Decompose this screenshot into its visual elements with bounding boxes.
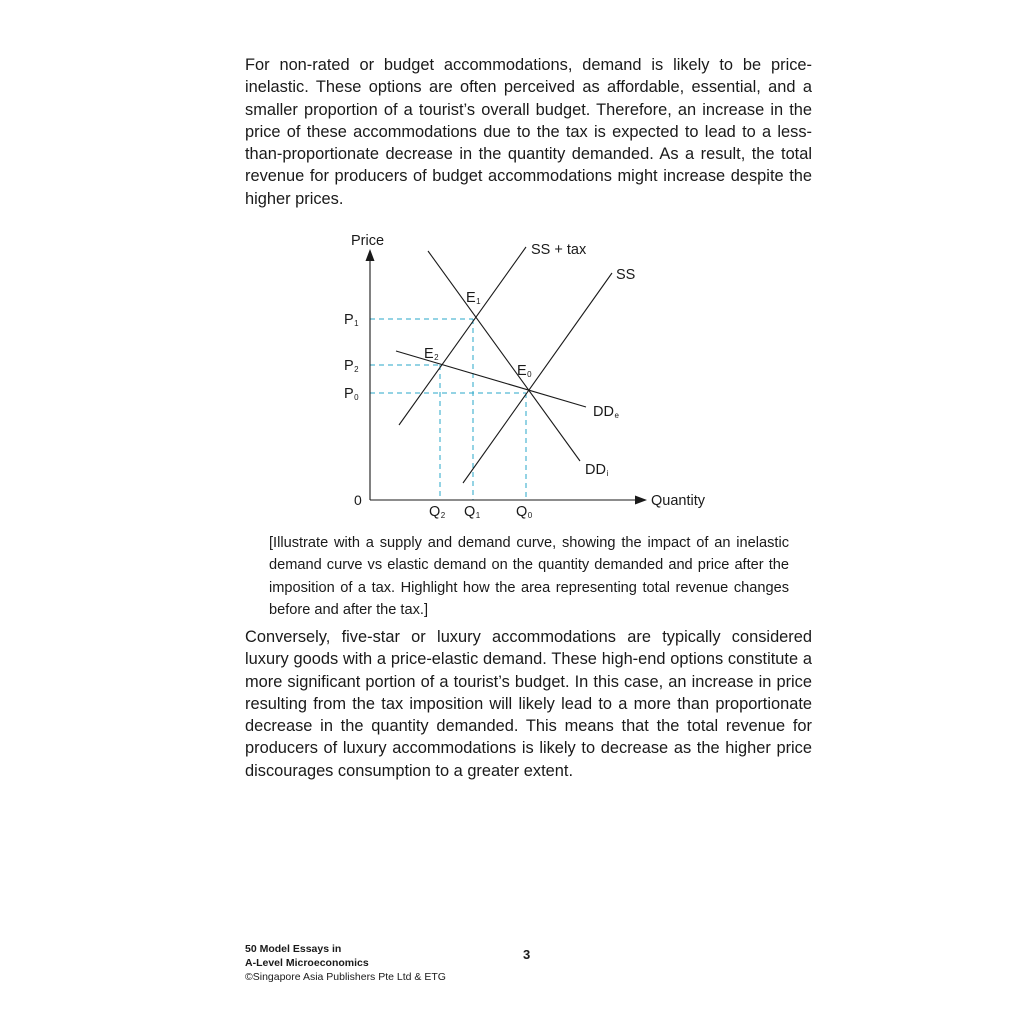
e1-main-text: E xyxy=(466,290,476,306)
e0-label xyxy=(517,363,532,379)
origin-label: 0 xyxy=(354,492,362,508)
p2-sub-text: 2 xyxy=(354,365,359,374)
q0-sub-text: 0 xyxy=(527,511,533,520)
book-title-line2: A-Level Microeconomics xyxy=(245,957,369,969)
q1-main-text: Q xyxy=(464,504,476,520)
p1-sub-text: 1 xyxy=(354,319,359,328)
q2-main-text: Q xyxy=(429,504,441,520)
ss-label: SS xyxy=(616,267,636,283)
p0-sub-text: 0 xyxy=(354,393,359,402)
e0-sub-text: 0 xyxy=(527,370,532,379)
dd-elastic-sub-text: e xyxy=(614,411,619,420)
dd-inelastic-curve xyxy=(428,251,580,461)
dd-inelastic-label xyxy=(585,462,608,478)
ss-tax-curve xyxy=(399,247,526,425)
q1-sub-text: 1 xyxy=(475,511,481,520)
q1-label xyxy=(464,504,481,520)
page-number: 3 xyxy=(523,947,531,962)
dd-inelastic-main-text: DD xyxy=(585,462,606,478)
q0-label xyxy=(516,504,533,520)
page-footer xyxy=(245,942,446,984)
q2-label xyxy=(429,504,446,520)
guide-lines xyxy=(370,319,526,500)
p0-label xyxy=(344,386,359,402)
q2-sub-text: 2 xyxy=(440,511,446,520)
q0-main-text: Q xyxy=(516,504,528,520)
x-axis-label: Quantity xyxy=(651,493,705,509)
y-axis-arrow-icon xyxy=(366,249,375,261)
e2-sub-text: 2 xyxy=(434,353,439,362)
paragraph-luxury-accommodations: Conversely, five-star or luxury accommodations are typically considered luxury goods with a price-elastic demand. These high-end options constitute a more significant portion of a tourist’s budget. In this case, an increase in price resulting from the tax imposition will likely lead to a more than proportionate decrease in the quantity demanded. This means that the total revenue for producers of luxury accommodations is likely to decrease as the higher price discourages consumption to a greater extent. xyxy=(245,628,812,780)
ss-tax-label: SS + tax xyxy=(531,242,587,258)
p1-main-text: P xyxy=(344,312,354,328)
e1-sub-text: 1 xyxy=(476,297,481,306)
p0-main-text: P xyxy=(344,386,354,402)
supply-demand-diagram xyxy=(330,225,730,525)
dd-elastic-label xyxy=(593,404,619,420)
p2-main-text: P xyxy=(344,358,354,374)
copyright-notice: ©Singapore Asia Publishers Pte Ltd & ETG xyxy=(245,971,446,983)
p1-label xyxy=(344,312,359,328)
e2-main-text: E xyxy=(424,346,434,362)
dd-inelastic-sub-text: i xyxy=(606,469,609,478)
x-axis-arrow-icon xyxy=(635,496,647,505)
y-axis-label: Price xyxy=(351,233,385,249)
e2-label xyxy=(424,346,439,362)
paragraph-budget-accommodations: For non-rated or budget accommodations, demand is likely to be price-inelastic. These options are often perceived as affordable, essential, and a smaller proportion of a tourist’s overall budget. Therefore, an increase in the price of these accommodations due to the tax is expected to lead to a less-than-proportionate decrease in the quantity demanded. As a result, the total revenue for producers of budget accommodations might increase despite the higher prices. xyxy=(245,56,812,208)
figure-caption: [Illustrate with a supply and demand curve, showing the impact of an inelastic demand curve vs elastic demand on the quantity demanded and price after the imposition of a tax. Highlight how the area representing total revenue changes before and after the tax.] xyxy=(269,535,789,618)
e0-main-text: E xyxy=(517,363,527,379)
p2-label xyxy=(344,358,359,374)
e1-label xyxy=(466,290,481,306)
dd-elastic-main-text: DD xyxy=(593,404,614,420)
book-title-line1: 50 Model Essays in xyxy=(245,943,342,955)
